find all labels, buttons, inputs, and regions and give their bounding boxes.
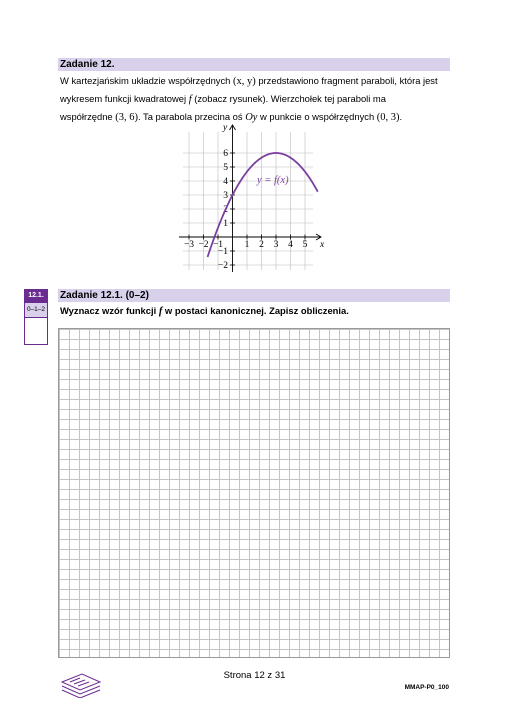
text: W kartezjańskim układzie współrzędnych: [60, 75, 233, 86]
math-f: f: [158, 306, 163, 317]
math-f: f: [188, 94, 192, 105]
text: wykresem funkcji kwadratowej: [60, 93, 189, 104]
text: .: [399, 111, 403, 122]
subtask-number: 12.1.: [28, 292, 44, 299]
y-tick-label: 4: [223, 177, 228, 187]
function-label: y = f(x): [257, 175, 289, 186]
answer-grid[interactable]: [58, 328, 450, 658]
text: (zobacz rysunek). Wierzchołek tej paraboli ma: [191, 93, 386, 104]
math-oy: Oy: [245, 112, 258, 123]
y-tick-label: 1: [223, 219, 228, 229]
x-tick-label: 4: [288, 240, 293, 250]
score-scale: [25, 303, 47, 318]
exam-code-text: MMAP-P0_100: [404, 684, 449, 691]
task-line-1: [60, 72, 452, 90]
subtask-number-badge: [24, 289, 48, 302]
x-tick-label: 3: [273, 240, 279, 250]
subtask-title: Zadanie 12.1. (0–2): [60, 290, 149, 301]
subtask-instruction: [60, 305, 349, 317]
y-axis-label: y: [223, 123, 228, 133]
page-number: [0, 670, 509, 681]
text: . Ta parabola przecina oś: [138, 111, 246, 122]
x-tick-label: 2: [259, 240, 264, 250]
text: Wyznacz wzór funkcji: [60, 305, 159, 316]
y-tick-label: −1: [217, 247, 228, 257]
task-header: [58, 58, 450, 71]
parabola-graph: [175, 120, 335, 275]
score-box: [24, 302, 48, 345]
x-tick-label: 5: [302, 240, 308, 250]
text: w punkcie o współrzędnych: [257, 111, 377, 122]
subtask-header: [58, 289, 450, 302]
y-tick-label: 2: [223, 205, 228, 215]
task-description: [60, 72, 452, 126]
math-xy: (x, y): [232, 76, 256, 87]
text: w postaci kanonicznej. Zapisz obliczenia.: [162, 305, 349, 316]
text: przedstawiono fragment paraboli, która jest: [255, 75, 438, 86]
math-vertex: (3, 6): [115, 112, 138, 123]
page-number-text: Strona 12 z 31: [223, 670, 286, 681]
y-tick-label: 3: [223, 191, 228, 201]
x-tick-label: −3: [183, 240, 195, 250]
math-point: (0, 3): [376, 112, 400, 123]
y-tick-label: 5: [223, 163, 228, 173]
x-axis-label: x: [320, 240, 325, 250]
text: współrzędne: [60, 111, 116, 122]
x-tick-label: −1: [212, 240, 224, 250]
task-line-2: [60, 90, 452, 108]
x-tick-label: −2: [198, 240, 209, 250]
y-tick-label: 6: [223, 149, 228, 159]
x-tick-label: 1: [244, 240, 250, 250]
task-title: Zadanie 12.: [60, 59, 115, 70]
score-scale-text: 0–1–2: [26, 306, 46, 313]
y-tick-label: −2: [217, 261, 228, 271]
exam-code: [405, 684, 449, 691]
